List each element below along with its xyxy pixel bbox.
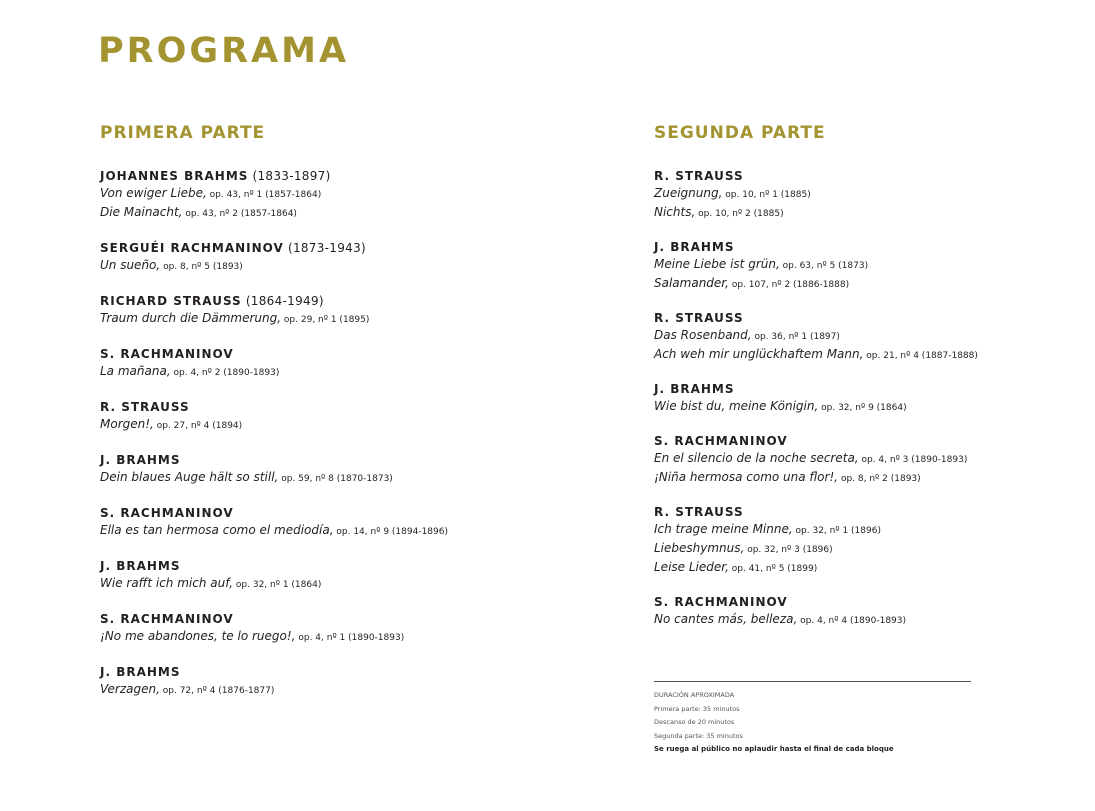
piece-line [100,363,620,382]
primera-parte-column [100,122,620,717]
piece-line [654,540,1054,559]
composer-line [100,452,620,469]
piece-title: En el silencio de la noche secreta, [654,451,859,465]
piece-title: Verzagen, [100,682,160,696]
piece-title: Dein blaues Auge hält so still, [100,470,279,484]
piece-line [654,275,1054,294]
piece-title: ¡Niña hermosa como una flor!, [654,470,839,484]
piece-line [100,257,620,276]
piece-line [654,185,1054,204]
composer-line [100,293,620,310]
program-block [100,240,620,276]
composer-line [654,168,1054,185]
piece-line [100,522,620,541]
program-block [100,293,620,329]
program-block [654,168,1054,223]
segunda-parte-column [654,122,1054,646]
piece-title: Liebeshymnus, [654,541,745,555]
program-block [100,346,620,382]
piece-line [100,416,620,435]
duration-notes [654,681,971,757]
program-block [100,611,620,647]
piece-title: Morgen!, [100,417,154,431]
piece-title: Wie rafft ich mich auf, [100,576,234,590]
piece-line [654,256,1054,275]
program-block [100,505,620,541]
piece-title: Ich trage meine Minne, [654,522,793,536]
program-block [100,399,620,435]
program-block [100,168,620,223]
piece-title: Wie bist du, meine Königin, [654,399,819,413]
composer-name: J. BRAHMS [100,453,181,467]
piece-detail: op. 8, nº 2 (1893) [838,474,921,484]
page-title: PROGRAMA [98,31,350,71]
piece-title: La mañana, [100,364,171,378]
composer-line [654,381,1054,398]
composer-name: RICHARD STRAUSS [100,294,242,308]
piece-line [100,185,620,204]
composer-name: S. RACHMANINOV [100,506,234,520]
piece-line [100,681,620,700]
piece-detail: op. 32, nº 1 (1864) [233,580,322,590]
piece-line [654,450,1054,469]
composer-name: S. RACHMANINOV [654,595,788,609]
piece-detail: op. 14, nº 9 (1894-1896) [333,527,448,537]
composer-line [100,611,620,628]
piece-detail: op. 4, nº 1 (1890-1893) [295,633,405,643]
piece-line [654,521,1054,540]
composer-name: S. RACHMANINOV [100,612,234,626]
piece-title: Nichts, [654,205,696,219]
applause-request: Se ruega al público no aplaudir hasta el final de cada bloque [654,745,894,753]
piece-line [100,204,620,223]
piece-title: Traum durch die Dämmerung, [100,311,282,325]
piece-title: No cantes más, belleza, [654,612,798,626]
piece-title: Salamander, [654,276,729,290]
piece-detail: op. 32, nº 1 (1896) [792,526,881,536]
piece-detail: op. 27, nº 4 (1894) [153,421,243,431]
piece-title: Die Mainacht, [100,205,183,219]
composer-line [654,433,1054,450]
piece-line [654,559,1054,578]
piece-detail: op. 10, nº 1 (1885) [722,190,811,200]
composer-line [100,346,620,363]
program-block [654,310,1054,365]
piece-title: Von ewiger Liebe, [100,186,207,200]
composer-line [100,505,620,522]
piece-detail: op. 32, nº 9 (1864) [818,403,907,413]
piece-line [654,346,1054,365]
composer-name: R. STRAUSS [654,311,744,325]
piece-title: Meine Liebe ist grün, [654,257,780,271]
piece-detail: op. 41, nº 5 (1899) [728,564,818,574]
composer-name: J. BRAHMS [654,382,735,396]
piece-line [654,398,1054,417]
program-block [100,664,620,700]
piece-detail: op. 8, nº 5 (1893) [160,262,243,272]
composer-line [654,504,1054,521]
piece-line [100,310,620,329]
composer-name: J. BRAHMS [654,240,735,254]
composer-line [100,240,620,257]
composer-dates: (1833-1897) [248,169,331,183]
composer-name: S. RACHMANINOV [654,434,788,448]
piece-line [654,469,1054,488]
composer-line [100,664,620,681]
composer-line [654,310,1054,327]
piece-detail: op. 29, nº 1 (1895) [281,315,370,325]
piece-detail: op. 59, nº 8 (1870-1873) [278,474,393,484]
piece-line [100,469,620,488]
program-block [654,594,1054,630]
primera-duration: Primera parte: 35 minutos [654,704,740,713]
piece-detail: op. 72, nº 4 (1876-1877) [159,686,275,696]
composer-line [100,399,620,416]
composer-name: R. STRAUSS [654,505,744,519]
piece-detail: op. 4, nº 3 (1890-1893) [858,455,968,465]
program-block [654,504,1054,578]
program-block [100,558,620,594]
composer-line [100,558,620,575]
piece-detail: op. 43, nº 1 (1857-1864) [206,190,322,200]
composer-line [100,168,620,185]
segunda-duration: Segunda parte: 35 minutos [654,731,743,740]
program-block [654,239,1054,294]
piece-title: Zueignung, [654,186,723,200]
composer-name: S. RACHMANINOV [100,347,234,361]
program-block [654,433,1054,488]
piece-title: Leise Lieder, [654,560,729,574]
composer-name: SERGUÉI RACHMANINOV [100,241,284,255]
intermission-duration: Descanso de 20 minutos [654,718,735,726]
piece-title: ¡No me abandones, te lo ruego!, [100,629,296,643]
segunda-parte-heading: SEGUNDA PARTE [654,123,826,143]
program-block [100,452,620,488]
piece-line [100,628,620,647]
piece-detail: op. 21, nº 4 (1887-1888) [863,351,978,361]
composer-dates: (1864-1949) [241,294,324,308]
duration-heading: DURACIÓN APROXIMADA [654,691,735,699]
piece-line [654,327,1054,346]
piece-detail: op. 4, nº 4 (1890-1893) [797,616,907,626]
piece-line [100,575,620,594]
composer-line [654,239,1054,256]
composer-line [654,594,1054,611]
piece-detail: op. 63, nº 5 (1873) [779,261,869,271]
piece-title: Ach weh mir unglückhaftem Mann, [654,347,864,361]
composer-name: R. STRAUSS [100,400,190,414]
piece-title: Un sueño, [100,258,161,272]
composer-dates: (1873-1943) [283,241,367,255]
piece-line [654,204,1054,223]
piece-detail: op. 36, nº 1 (1897) [751,332,840,342]
piece-detail: op. 4, nº 2 (1890-1893) [170,368,280,378]
primera-parte-heading: PRIMERA PARTE [100,123,266,143]
composer-name: R. STRAUSS [654,169,744,183]
piece-title: Ella es tan hermosa como el mediodía, [100,523,334,537]
composer-name: J. BRAHMS [100,559,181,573]
program-block [654,381,1054,417]
piece-line [654,611,1054,630]
composer-name: J. BRAHMS [100,665,181,679]
piece-detail: op. 43, nº 2 (1857-1864) [182,209,297,219]
piece-title: Das Rosenband, [654,328,752,342]
piece-detail: op. 107, nº 2 (1886-1888) [728,280,850,290]
piece-detail: op. 10, nº 2 (1885) [695,209,784,219]
composer-name: JOHANNES BRAHMS [100,169,249,183]
piece-detail: op. 32, nº 3 (1896) [744,545,833,555]
